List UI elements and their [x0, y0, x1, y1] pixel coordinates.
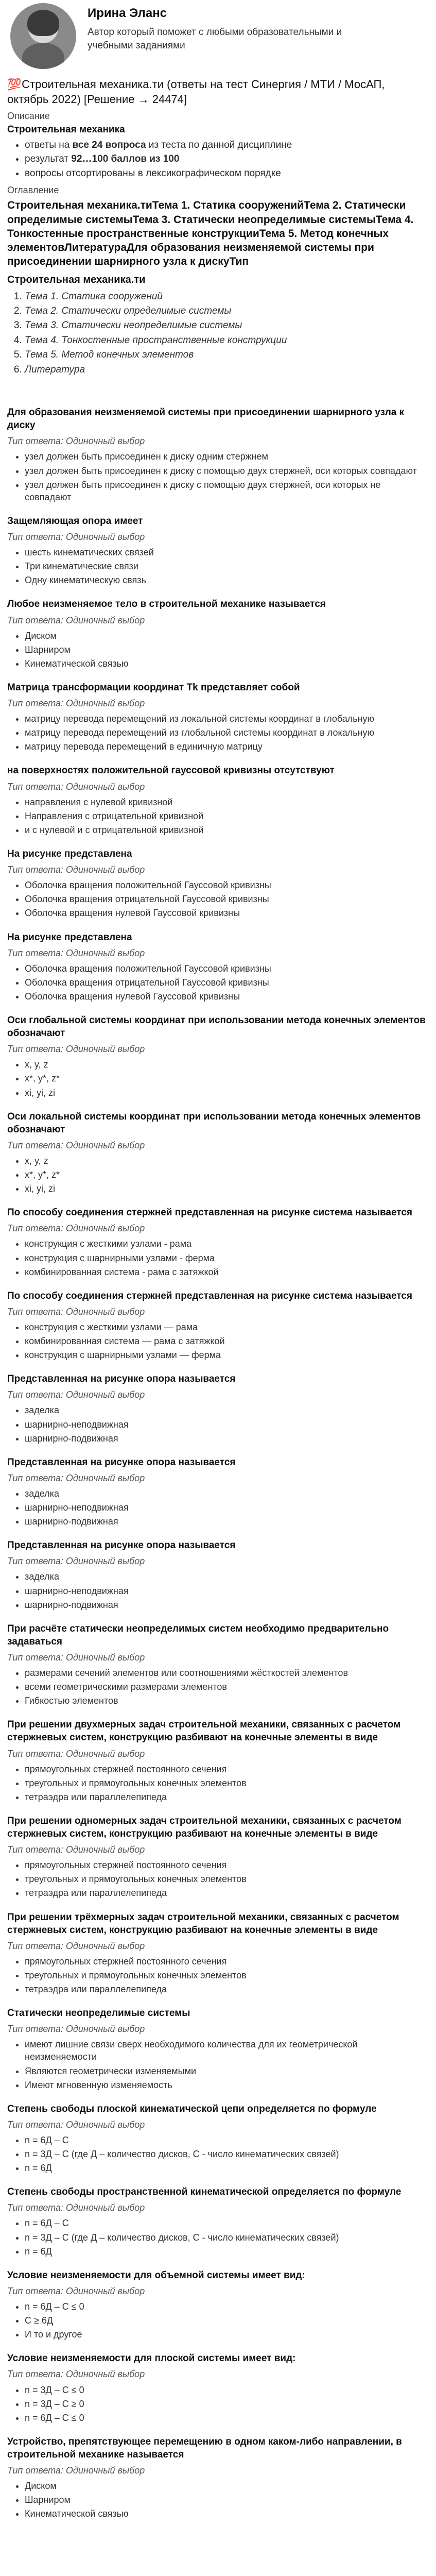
toc-item[interactable] — [25, 348, 429, 361]
author-card — [7, 0, 429, 74]
answer-options — [7, 2134, 429, 2174]
question-block — [7, 2103, 429, 2175]
answer-options — [7, 1487, 429, 1528]
answer-options — [7, 2038, 429, 2091]
answer-option: • Одну кинематическую связь — [25, 574, 429, 586]
answer-option: • шесть кинематических связей — [25, 546, 429, 558]
answer-option: • n = 6Д – C — [25, 2217, 429, 2229]
answer-options — [7, 1570, 429, 1611]
answer-option: • И то и другое — [25, 2328, 429, 2341]
question-block — [7, 2435, 429, 2520]
answer-type-label: Тип ответа: Одиночный выбор — [7, 532, 145, 542]
toc-item-label: Тема 3. Статически неопределимые системы — [25, 320, 242, 331]
description-item — [25, 167, 429, 180]
answer-option: • n = 6Д — [25, 2162, 429, 2174]
contents-label: Оглавление — [7, 185, 59, 196]
answer-option: • Являются геометрически изменяемыми — [25, 2065, 429, 2077]
answer-option: • конструкция с жесткими узлами — рама — [25, 1321, 429, 1333]
answer-option: • шарнирно-неподвижная — [25, 1418, 429, 1431]
answer-type-label: Тип ответа: Одиночный выбор — [7, 436, 145, 447]
answer-option: • конструкция с шарнирными узлами - ферма — [25, 1252, 429, 1264]
answer-option: • xi, yi, zi — [25, 1182, 429, 1195]
question-block — [7, 1372, 429, 1445]
answer-option: • шарнирно-неподвижная — [25, 1501, 429, 1514]
answer-options — [7, 1321, 429, 1361]
answer-type-label: Тип ответа: Одиночный выбор — [7, 2465, 145, 2476]
toc-item[interactable] — [25, 363, 429, 376]
description-list — [7, 139, 429, 180]
question-text: По способу соединения стержней представленная на рисунке система называется — [7, 1290, 412, 1301]
question-text: При решении одномерных задач строительной механики, связанных с расчетом стержневых систем, конструкцию разбивают на конечные элементы в виде — [7, 1815, 402, 1840]
answer-option: • комбинированная система - рама с затяжкой — [25, 1266, 429, 1278]
question-block — [7, 1014, 429, 1099]
answer-option: • всеми геометрическими размерами элементов — [25, 1681, 429, 1693]
answer-option: • узел должен быть присоединен к диску с помощью двух стержней, оси которых совпадают — [25, 465, 429, 477]
question-block — [7, 1206, 429, 1278]
answer-type-label: Тип ответа: Одиночный выбор — [7, 1044, 145, 1055]
contents-sub-heading: Строительная механика.ти — [7, 274, 146, 285]
question-text: На рисунке представлена — [7, 931, 132, 943]
answer-type-label: Тип ответа: Одиночный выбор — [7, 1940, 145, 1951]
question-text: На рисунке представлена — [7, 848, 132, 859]
answer-option: • n = 3Д – C ≤ 0 — [25, 2384, 429, 2396]
question-text: Защемляющая опора имеет — [7, 515, 143, 527]
answer-option: • заделка — [25, 1404, 429, 1416]
description-item-bold: 92…100 баллов из 100 — [71, 154, 180, 165]
answer-options — [7, 2217, 429, 2257]
answer-option: • тетраэдра или параллелепипеда — [25, 1887, 429, 1899]
question-block — [7, 1911, 429, 1996]
answer-option: • n = 6Д – C ≤ 0 — [25, 2300, 429, 2313]
spacer — [7, 381, 429, 406]
answer-option: • узел должен быть присоединен к диску с помощью двух стержней, оси которых не совпадают — [25, 479, 429, 503]
toc-item-label: Литература — [25, 364, 85, 375]
answer-option: • и с нулевой и с отрицательной кривизной — [25, 824, 429, 836]
question-text: Условие неизменяемости для плоской системы имеет вид: — [7, 2353, 296, 2364]
answer-options — [7, 1763, 429, 1803]
question-text: При расчёте статически неопределимых систем необходимо предварительно задаваться — [7, 1623, 389, 1647]
description-item — [25, 139, 429, 151]
answer-option: • n = 3Д – C (где Д – количество дисков, C - число кинематических связей) — [25, 2148, 429, 2160]
page-title-text: Строительная механика.ти (ответы на тест Синергия / МТИ / МосАП, октябрь 2022) [Решение → 24474] — [7, 78, 385, 106]
answer-options — [7, 1955, 429, 1995]
answer-option: • Оболочка вращения положительной Гауссовой кривизны — [25, 962, 429, 975]
answer-option: • прямоугольных стержней постоянного сечения — [25, 1763, 429, 1775]
question-text: Статически неопределимые системы — [7, 2008, 190, 2019]
question-block — [7, 1290, 429, 1362]
answer-type-label: Тип ответа: Одиночный выбор — [7, 615, 145, 625]
answer-option: • Диском — [25, 2480, 429, 2492]
question-block — [7, 848, 429, 920]
answer-option: • n = 3Д – C ≥ 0 — [25, 2398, 429, 2410]
description-heading: Строительная механика — [7, 124, 125, 135]
description-label: Описание — [7, 111, 50, 122]
answer-option: • x*, y*, z* — [25, 1168, 429, 1181]
answer-type-label: Тип ответа: Одиночный выбор — [7, 1223, 145, 1234]
answer-option: • тетраэдра или параллелепипеда — [25, 1983, 429, 1995]
answer-option: • треугольных и прямоугольных конечных элементов — [25, 1969, 429, 1981]
question-block — [7, 1110, 429, 1195]
answer-option: • заделка — [25, 1570, 429, 1583]
question-text: Представленная на рисунке опора называется — [7, 1456, 236, 1468]
answer-type-label: Тип ответа: Одиночный выбор — [7, 947, 145, 958]
answer-options — [7, 1155, 429, 1195]
answer-options — [7, 1667, 429, 1707]
question-text: Матрица трансформации координат Tk представляет собой — [7, 682, 300, 693]
answer-option: • шарнирно-подвижная — [25, 1599, 429, 1611]
answer-option: • xi, yi, zi — [25, 1087, 429, 1099]
toc-item[interactable] — [25, 304, 429, 317]
answer-type-label: Тип ответа: Одиночный выбор — [7, 1556, 145, 1567]
answer-option: • x*, y*, z* — [25, 1072, 429, 1084]
question-text: При решении трёхмерных задач строительной механики, связанных с расчетом стержневых систем, конструкцию разбивают на конечные элементы в виде — [7, 1911, 399, 1936]
answer-option: • Гибкостью элементов — [25, 1694, 429, 1707]
answer-options — [7, 450, 429, 503]
answer-option: • n = 3Д – C (где Д – количество дисков, C - число кинематических связей) — [25, 2231, 429, 2244]
question-text: на поверхностях положительной гауссовой кривизны отсутствуют — [7, 765, 335, 776]
toc-item-label: Тема 4. Тонкостенные пространственные конструкции — [25, 334, 287, 346]
question-block — [7, 1456, 429, 1528]
answer-option: • n = 6Д – C ≤ 0 — [25, 2412, 429, 2424]
answer-option: • x, y, z — [25, 1058, 429, 1071]
question-block — [7, 515, 429, 587]
question-block — [7, 764, 429, 836]
question-block — [7, 2007, 429, 2091]
answer-options — [7, 2300, 429, 2341]
answer-option: • прямоугольных стержней постоянного сечения — [25, 1955, 429, 1968]
answer-option: • Имеют мгновенную изменяемость — [25, 2079, 429, 2091]
toc-item-label: Тема 1. Статика сооружений — [25, 291, 163, 302]
table-of-contents — [7, 290, 429, 377]
answer-type-label: Тип ответа: Одиночный выбор — [7, 865, 145, 875]
answer-type-label: Тип ответа: Одиночный выбор — [7, 1306, 145, 1317]
answer-option: • n = 6Д – C — [25, 2134, 429, 2146]
toc-item[interactable] — [25, 319, 429, 332]
answer-type-label: Тип ответа: Одиночный выбор — [7, 2024, 145, 2035]
author-info — [88, 3, 376, 52]
answer-option: • треугольных и прямоугольных конечных элементов — [25, 1873, 429, 1885]
question-block — [7, 1539, 429, 1611]
answer-type-label: Тип ответа: Одиночный выбор — [7, 1844, 145, 1855]
answer-option: • тетраэдра или параллелепипеда — [25, 1791, 429, 1803]
answer-type-label: Тип ответа: Одиночный выбор — [7, 1140, 145, 1150]
questions-list — [7, 406, 429, 2520]
question-text: Степень свободы пространственной кинематической определяется по формуле — [7, 2187, 402, 2198]
question-text: Представленная на рисунке опора называется — [7, 1374, 236, 1385]
answer-option: • имеют лишние связи сверх необходимого количества для их геометрической неизменяемости — [25, 2038, 429, 2063]
answer-option: • Оболочка вращения положительной Гауссовой кривизны — [25, 879, 429, 891]
answer-options — [7, 1404, 429, 1444]
answer-options — [7, 1058, 429, 1098]
answer-option: • Оболочка вращения отрицательной Гауссовой кривизны — [25, 976, 429, 989]
question-block — [7, 2352, 429, 2424]
answer-option: • узел должен быть присоединен к диску одним стержнем — [25, 450, 429, 463]
answer-options — [7, 546, 429, 586]
answer-type-label: Тип ответа: Одиночный выбор — [7, 1389, 145, 1400]
answer-option: • матрицу перевода перемещений в единичную матрицу — [25, 740, 429, 753]
page-title — [7, 77, 429, 107]
author-description: Автор который поможет с любыми образовательными и учебными заданиями — [88, 27, 342, 51]
answer-option: • Кинематической связью — [25, 2507, 429, 2520]
answer-option: • Оболочка вращения нулевой Гауссовой кривизны — [25, 907, 429, 919]
contents-long-heading: Строительная механика.тиТема 1. Статика сооруженийТема 2. Статически определимые системыТема 3. Статически неопределимые системыТема 4. Тонкостенные пространственные конструкцииТема 5. Метод конечных элементовЛитератураДля образования неизменяемой системы при присоединении шарнирного узла к дискуТип — [7, 199, 414, 268]
toc-item-label: Тема 5. Метод конечных элементов — [25, 349, 194, 361]
description-item — [25, 152, 429, 165]
answer-options — [7, 1859, 429, 1899]
answer-option: • заделка — [25, 1487, 429, 1500]
question-text: Степень свободы плоской кинематической цепи определяется по формуле — [7, 2103, 377, 2114]
answer-options — [7, 2384, 429, 2424]
answer-option: • Кинематической связью — [25, 657, 429, 670]
answer-option: • шарнирно-неподвижная — [25, 1585, 429, 1597]
answer-type-label: Тип ответа: Одиночный выбор — [7, 2119, 145, 2130]
question-text: При решении двухмерных задач строительной механики, связанных с расчетом стержневых систем, конструкцию разбивают на конечные элементы в виде — [7, 1719, 401, 1743]
answer-type-label: Тип ответа: Одиночный выбор — [7, 781, 145, 792]
answer-options — [7, 879, 429, 919]
toc-item[interactable] — [25, 334, 429, 347]
answer-type-label: Тип ответа: Одиночный выбор — [7, 2369, 145, 2380]
question-block — [7, 2185, 429, 2258]
answer-option: • конструкция с жесткими узлами - рама — [25, 1238, 429, 1250]
answer-option: • Шарниром — [25, 2494, 429, 2506]
question-block — [7, 681, 429, 753]
answer-option: • Три кинематические связи — [25, 560, 429, 572]
description-item-text: из теста по данной дисциплине — [146, 139, 292, 150]
answer-option: • прямоугольных стержней постоянного сечения — [25, 1859, 429, 1871]
answer-option: • конструкция с шарнирными узлами — ферма — [25, 1349, 429, 1361]
answer-options — [7, 962, 429, 1003]
question-text: Оси локальной системы координат при использовании метода конечных элементов обозначают — [7, 1111, 421, 1135]
question-text: По способу соединения стержней представленная на рисунке система называется — [7, 1207, 412, 1218]
answer-type-label: Тип ответа: Одиночный выбор — [7, 1748, 145, 1759]
description-item-bold: все 24 вопроса — [72, 139, 146, 150]
description-item-text: ответы на — [25, 139, 73, 150]
answer-option: • шарнирно-подвижная — [25, 1432, 429, 1445]
answer-option: • C ≥ 6Д — [25, 2314, 429, 2327]
question-block — [7, 2269, 429, 2341]
answer-type-label: Тип ответа: Одиночный выбор — [7, 1472, 145, 1483]
question-block — [7, 406, 429, 503]
answer-option: • Диском — [25, 630, 429, 642]
answer-options — [7, 1238, 429, 1278]
author-name[interactable]: Ирина Эланс — [88, 6, 167, 20]
question-text: Оси глобальной системы координат при использовании метода конечных элементов обозначают — [7, 1015, 426, 1039]
answer-options — [7, 796, 429, 836]
answer-option: • n = 6Д — [25, 2245, 429, 2258]
answer-option: • матрицу перевода перемещений из локальной системы координат в глобальную — [25, 713, 429, 725]
toc-item-label: Тема 2. Статически определимые системы — [25, 305, 232, 316]
answer-option: • Оболочка вращения отрицательной Гауссовой кривизны — [25, 893, 429, 905]
answer-options — [7, 630, 429, 670]
question-block — [7, 1622, 429, 1707]
question-text: Представленная на рисунке опора называется — [7, 1540, 236, 1551]
toc-item[interactable] — [25, 290, 429, 303]
question-text: Условие неизменяемости для объемной системы имеет вид: — [7, 2269, 305, 2281]
answer-option: • Шарниром — [25, 643, 429, 656]
question-text: Любое неизменяемое тело в строительной механике называется — [7, 599, 326, 610]
question-block — [7, 931, 429, 1003]
answer-type-label: Тип ответа: Одиночный выбор — [7, 2285, 145, 2296]
question-text: Для образования неизменяемой системы при присоединении шарнирного узла к диску — [7, 407, 405, 431]
answer-options — [7, 2480, 429, 2520]
question-text: Устройство, препятствующее перемещению в одном каком-либо направлении, в строительной механике называется — [7, 2436, 402, 2460]
author-avatar[interactable] — [10, 3, 76, 69]
answer-option: • матрицу перевода перемещений из глобальной системы координат в локальную — [25, 726, 429, 739]
description-item-text: вопросы отсортированы в лексикографическом порядке — [25, 167, 281, 179]
answer-option: • Направления с отрицательной кривизной — [25, 810, 429, 822]
answer-type-label: Тип ответа: Одиночный выбор — [7, 2202, 145, 2213]
answer-type-label: Тип ответа: Одиночный выбор — [7, 1652, 145, 1663]
answer-options — [7, 713, 429, 753]
answer-option: • шарнирно-подвижная — [25, 1515, 429, 1528]
question-block — [7, 1815, 429, 1900]
answer-option: • направления с нулевой кривизной — [25, 796, 429, 808]
question-block — [7, 1718, 429, 1803]
answer-option: • x, y, z — [25, 1155, 429, 1167]
answer-type-label: Тип ответа: Одиночный выбор — [7, 698, 145, 709]
answer-option: • Оболочка вращения нулевой Гауссовой кривизны — [25, 990, 429, 1003]
answer-option: • треугольных и прямоугольных конечных элементов — [25, 1777, 429, 1789]
answer-option: • комбинированная система — рама с затяжкой — [25, 1335, 429, 1347]
description-item-text: результат — [25, 154, 72, 165]
question-block — [7, 598, 429, 670]
answer-option: • размерами сечений элементов или соотношениями жёсткостей элементов — [25, 1667, 429, 1679]
hundred-points-icon: 💯 — [7, 78, 22, 91]
